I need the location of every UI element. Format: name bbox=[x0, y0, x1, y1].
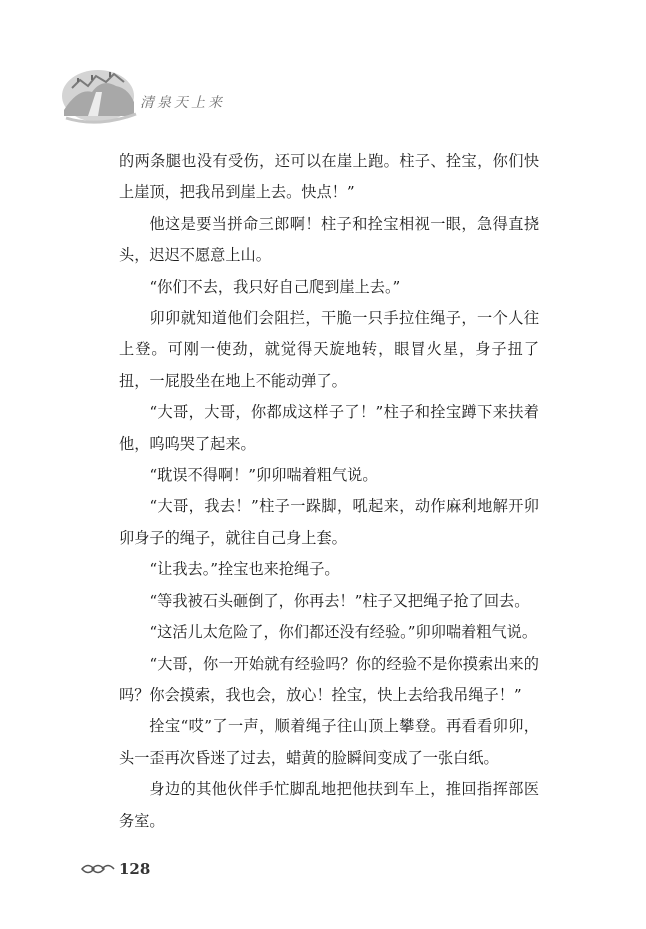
paragraph: 卯卯就知道他们会阻拦，干脆一只手拉住绳子，一个人往上登。可刚一使劲，就觉得天旋地转，眼冒火星，身子扭了扭，一屁股坐在地上不能动弹了。 bbox=[119, 309, 539, 390]
page-footer bbox=[80, 859, 150, 879]
paragraph: “大哥，我去！”柱子一跺脚，吼起来，动作麻利地解开卯卯身子的绳子，就往自己身上套。 bbox=[119, 497, 539, 547]
paragraph: 的两条腿也没有受伤，还可以在崖上跑。柱子、拴宝，你们快上崖顶，把我吊到崖上去。快点！” bbox=[119, 152, 539, 202]
paragraph: 他这是要当拼命三郎啊！柱子和拴宝相视一眼，急得直挠头，迟迟不愿意上山。 bbox=[119, 214, 539, 265]
paragraph: “让我去。”拴宝也来抢绳子。 bbox=[149, 560, 340, 579]
paragraph: 身边的其他伙伴手忙脚乱地把他扶到车上，推回指挥部医务室。 bbox=[119, 780, 539, 830]
paragraph: “大哥，大哥，你都成这样子了！”柱子和拴宝蹲下来扶着他，呜呜哭了起来。 bbox=[119, 403, 539, 453]
body-text bbox=[119, 146, 539, 837]
page-number: 128 bbox=[119, 860, 151, 878]
paragraph: “等我被石头砸倒了，你再去！”柱子又把绳子抢了回去。 bbox=[149, 591, 530, 610]
paragraph: “大哥，你一开始就有经验吗？你的经验不是你摸索出来的吗？你会摸索，我也会，放心！拴宝，快上去给我吊绳子！” bbox=[119, 654, 539, 704]
paragraph: “耽误不得啊！”卯卯喘着粗气说。 bbox=[149, 466, 378, 485]
paragraph: 拴宝“哎”了一声，顺着绳子往山顶上攀登。再看看卯卯，头一歪再次昏迷了过去，蜡黄的脸瞬间变成了一张白纸。 bbox=[119, 717, 539, 767]
book-title: 清泉天上来 bbox=[140, 95, 225, 111]
paragraph: “这活儿太危险了，你们都还没有经验。”卯卯喘着粗气说。 bbox=[149, 623, 538, 642]
paragraph: “你们不去，我只好自己爬到崖上去。” bbox=[149, 277, 401, 296]
great-wall-illustration-icon bbox=[58, 58, 138, 128]
running-header bbox=[58, 58, 278, 128]
leaf-ornament-icon bbox=[80, 859, 116, 879]
